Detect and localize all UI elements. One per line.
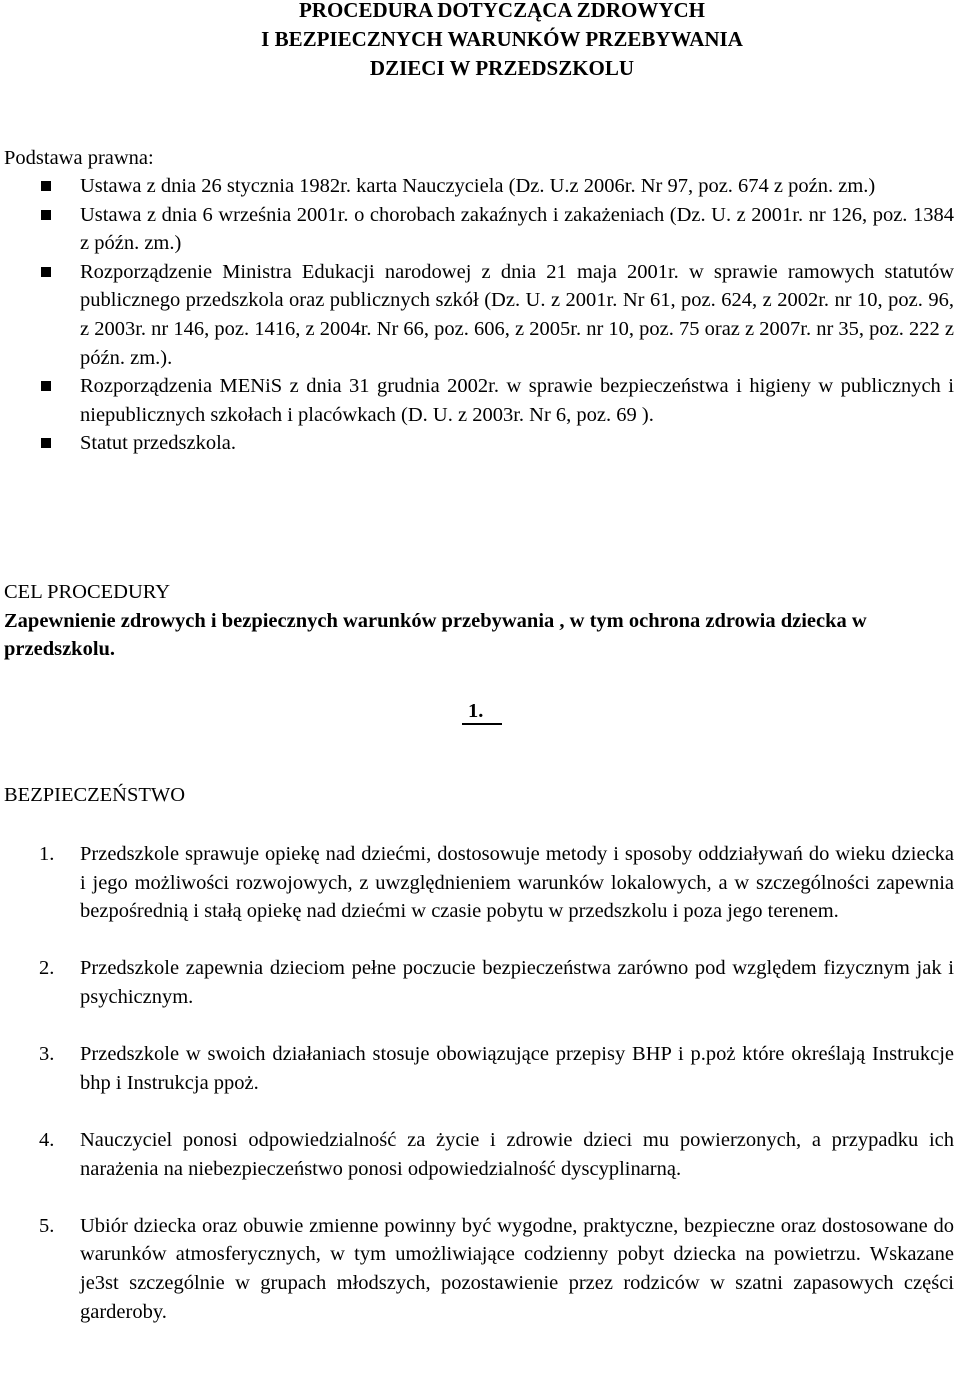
list-item	[0, 954, 960, 1011]
safety-rules-list	[0, 840, 960, 1355]
legal-basis-text: Rozporządzenie Ministra Edukacji narodowej z dnia 21 maja 2001r. w sprawie ramowych statutów publicznego przedszkola oraz publicznych szkół (Dz. U. z 2001r. Nr 61, poz. 624, z 2002r. nr 10, poz. 96, z 2003r. nr 146, poz. 1416, z 2004r. Nr 66, poz. 606, z 2005r. nr 10, poz. 75 oraz z 2007r. nr 35, poz. 222 z późn. zm.).	[80, 260, 954, 369]
list-item	[0, 1212, 960, 1326]
legal-basis-text: Ustawa z dnia 6 września 2001r. o chorobach zakaźnych i zakażeniach (Dz. U. z 2001r. nr 126, poz. 1384 z późn. zm.)	[80, 203, 954, 255]
square-bullet-icon	[41, 181, 51, 191]
legal-basis-item	[0, 172, 960, 201]
list-item	[0, 1126, 960, 1183]
legal-basis-text: Rozporządzenia MENiS z dnia 31 grudnia 2002r. w sprawie bezpieczeństwa i higieny w publicznych i niepublicznych szkołach i placówkach (D. U. z 2003r. Nr 6, poz. 69 ).	[80, 375, 954, 426]
item-number: 3.	[39, 1043, 55, 1066]
title-line-1: PROCEDURA DOTYCZĄCA ZDROWYCH	[298, 0, 706, 22]
list-item	[0, 1040, 960, 1097]
document-title	[0, 0, 960, 83]
item-number: 2.	[39, 957, 55, 980]
legal-basis-label: Podstawa prawna:	[4, 147, 154, 169]
goal-text: Zapewnienie zdrowych i bezpiecznych warunków przebywania , w tym ochrona zdrowia dziecka w przedszkolu.	[4, 609, 867, 661]
item-text: Nauczyciel ponosi odpowiedzialność za życie i zdrowie dzieci mu powierzonych, a przypadku ich narażenia na niebezpieczeństwo ponosi odpowiedzialność dyscyplinarną.	[80, 1128, 954, 1180]
square-bullet-icon	[41, 210, 51, 220]
legal-basis-item	[0, 258, 960, 372]
title-line-2: I BEZPIECZNYCH WARUNKÓW PRZEBYWANIA	[261, 27, 743, 51]
goal-heading: CEL PROCEDURY	[4, 581, 171, 603]
item-text: Przedszkole w swoich działaniach stosuje obowiązujące przepisy BHP i p.poż które określają Instrukcje bhp i Instrukcja ppoż.	[80, 1043, 954, 1094]
square-bullet-icon	[41, 381, 51, 391]
section-number-underline	[462, 723, 502, 725]
goal-section	[4, 578, 954, 664]
legal-basis-item	[0, 201, 960, 258]
legal-basis-text: Ustawa z dnia 26 stycznia 1982r. karta Nauczyciela (Dz. U.z 2006r. Nr 97, poz. 674 z poźn. zm.)	[80, 175, 876, 197]
square-bullet-icon	[41, 267, 51, 277]
section-title: BEZPIECZEŃSTWO	[4, 784, 186, 806]
section-number-text: 1.	[468, 700, 484, 722]
item-text: Przedszkole sprawuje opiekę nad dziećmi, dostosowuje metody i sposoby oddziaływań do wieku dziecka i jego możliwości rozwojowych, z uwzględnieniem warunków lokalowych, a w szczególności zapewnia bezpośrednią i stałą opiekę nad dziećmi w czasie pobytu w przedszkolu i poza jego terenem.	[80, 843, 954, 923]
item-number: 1.	[39, 843, 55, 865]
legal-basis-item	[0, 429, 960, 458]
legal-basis-item	[0, 372, 960, 429]
list-item	[0, 840, 960, 926]
legal-basis-text: Statut przedszkola.	[80, 432, 236, 455]
title-line-3: DZIECI W PRZEDSZKOLU	[369, 56, 635, 80]
item-number: 4.	[39, 1128, 55, 1151]
square-bullet-icon	[41, 438, 51, 448]
section-number	[468, 697, 483, 726]
legal-basis-list	[0, 172, 960, 458]
item-text: Przedszkole zapewnia dzieciom pełne poczucie bezpieczeństwa zarówno pod względem fizycznym jak i psychicznym.	[80, 957, 954, 1008]
item-number: 5.	[39, 1214, 55, 1237]
item-text: Ubiór dziecka oraz obuwie zmienne powinny być wygodne, praktyczne, bezpieczne oraz dostosowane do warunków atmosferycznych, w tym umożliwiające codzienny pobyt dziecka na powietrzu. Wskazane je3st szczególnie w grupach młodszych, pozostawienie przez rodziców w szatni zapasowych części garderoby.	[80, 1214, 954, 1323]
